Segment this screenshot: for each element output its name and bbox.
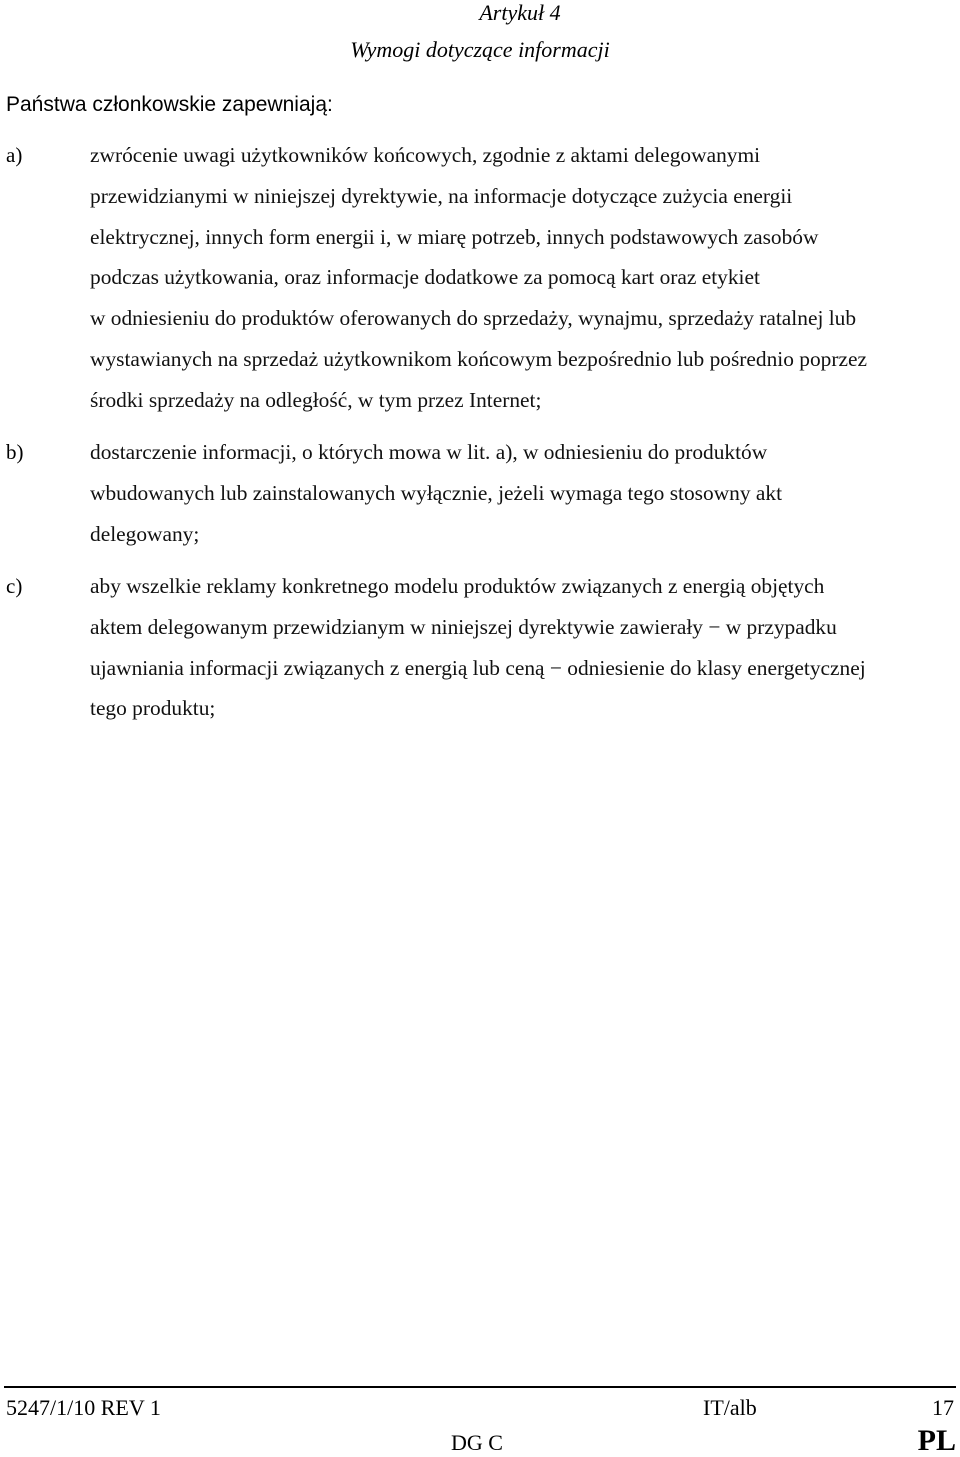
list-item-label: b) xyxy=(6,440,24,464)
text-line: środki sprzedaży na odległość, w tym przez Internet; xyxy=(90,387,542,412)
author-reference: IT/alb xyxy=(703,1395,757,1420)
footer-divider xyxy=(4,1386,956,1388)
text-line: wbudowanych lub zainstalowanych wyłącznie, jeżeli wymaga tego stosowny akt xyxy=(90,480,783,505)
list-item-text xyxy=(90,566,952,729)
text-line: dostarczenie informacji, o których mowa w lit. a), w odniesieniu do produktów xyxy=(90,440,768,464)
text-line: elektrycznej, innych form energii i, w miarę potrzeb, innych podstawowych zasobów xyxy=(90,224,819,249)
article-number: Artykuł 4 xyxy=(479,0,561,25)
text-line: zwrócenie uwagi użytkowników końcowych, zgodnie z aktami delegowanymi xyxy=(90,143,761,167)
list-item-text xyxy=(90,432,952,554)
list-item-label: a) xyxy=(6,143,23,167)
list-item-label: c) xyxy=(6,574,23,598)
text-line: w odniesieniu do produktów oferowanych do sprzedaży, wynajmu, sprzedaży ratalnej lub xyxy=(90,306,857,331)
article-title: Wymogi dotyczące informacji xyxy=(350,37,610,62)
document-reference: 5247/1/10 REV 1 xyxy=(6,1395,161,1420)
text-line: wystawianych na sprzedaż użytkownikom końcowym bezpośrednio lub pośrednio poprzez xyxy=(90,346,867,371)
text-line: ujawniania informacji związanych z energią lub ceną − odniesienie do klasy energetycznej xyxy=(90,655,866,680)
text-line: tego produktu; xyxy=(90,696,216,721)
directorate-label: DG C xyxy=(451,1430,503,1455)
language-code: PL xyxy=(917,1424,956,1457)
list-item-text xyxy=(90,135,952,421)
text-line: delegowany; xyxy=(90,521,200,546)
text-line: aby wszelkie reklamy konkretnego modelu produktów związanych z energią objętych xyxy=(90,574,825,598)
text-line: przewidzianymi w niniejszej dyrektywie, na informacje dotyczące zużycia energii xyxy=(90,183,793,208)
text-line: aktem delegowanym przewidzianym w niniejszej dyrektywie zawierały − w przypadku xyxy=(90,614,837,639)
text-line: podczas użytkowania, oraz informacje dodatkowe za pomocą kart oraz etykiet xyxy=(90,265,760,290)
intro-text: Państwa członkowskie zapewniają: xyxy=(6,93,333,116)
page-number: 17 xyxy=(932,1395,954,1420)
